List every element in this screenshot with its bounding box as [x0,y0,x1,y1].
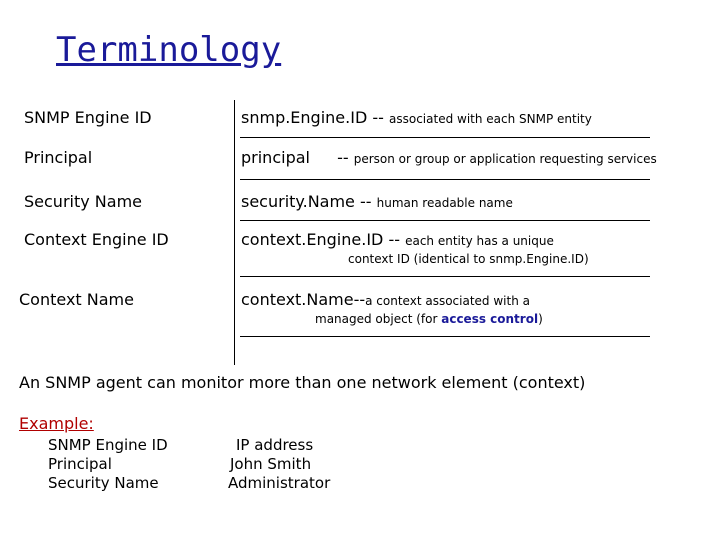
separator: -- [359,192,372,211]
term-snmp-engine-id: SNMP Engine ID [24,108,152,127]
definition-security-name [241,192,513,211]
term-context-name: Context Name [19,290,134,309]
example-key: Principal [48,455,112,473]
keyword: snmp.Engine.ID [241,108,368,127]
row-divider [240,276,650,277]
definition-context-name [241,290,530,309]
description-post: ) [538,312,543,326]
description-pre: managed object (for [315,312,442,326]
description: a context associated with a [365,294,530,308]
example-key: Security Name [48,474,159,492]
access-control-highlight: access control [441,312,539,326]
description: each entity has a unique [405,234,554,248]
definition-snmp-engine-id [241,108,592,127]
row-divider [240,137,650,138]
statement: An SNMP agent can monitor more than one network element (context) [19,373,586,392]
keyword: security.Name [241,192,355,211]
description: associated with each SNMP entity [389,112,592,126]
description: human readable name [376,196,513,210]
row-divider [240,220,650,221]
term-principal: Principal [24,148,93,167]
example-value: John Smith [230,455,312,473]
example-value: Administrator [228,474,331,492]
definition-context-engine-id-cont: context ID (identical to snmp.Engine.ID) [348,252,589,266]
separator: -- [388,230,400,249]
page-title: Terminology [56,30,282,70]
row-divider [240,179,650,180]
example-values [228,436,330,493]
term-context-engine-id: Context Engine ID [24,230,169,249]
example-key: SNMP Engine ID [48,436,168,454]
column-divider [234,100,235,365]
separator: -- [337,148,349,167]
keyword: context.Engine.ID [241,230,384,249]
definition-principal [241,148,657,167]
definition-context-name-cont [315,312,543,326]
row-divider [240,336,650,337]
keyword: principal [241,148,310,167]
separator: -- [353,290,366,309]
term-security-name: Security Name [24,192,142,211]
definition-context-engine-id [241,230,554,249]
description: person or group or application requesting services [353,152,657,166]
example-keys [48,436,168,493]
example-label: Example: [19,414,94,433]
example-value: IP address [236,436,314,454]
keyword: context.Name [241,290,354,309]
separator: -- [372,108,384,127]
